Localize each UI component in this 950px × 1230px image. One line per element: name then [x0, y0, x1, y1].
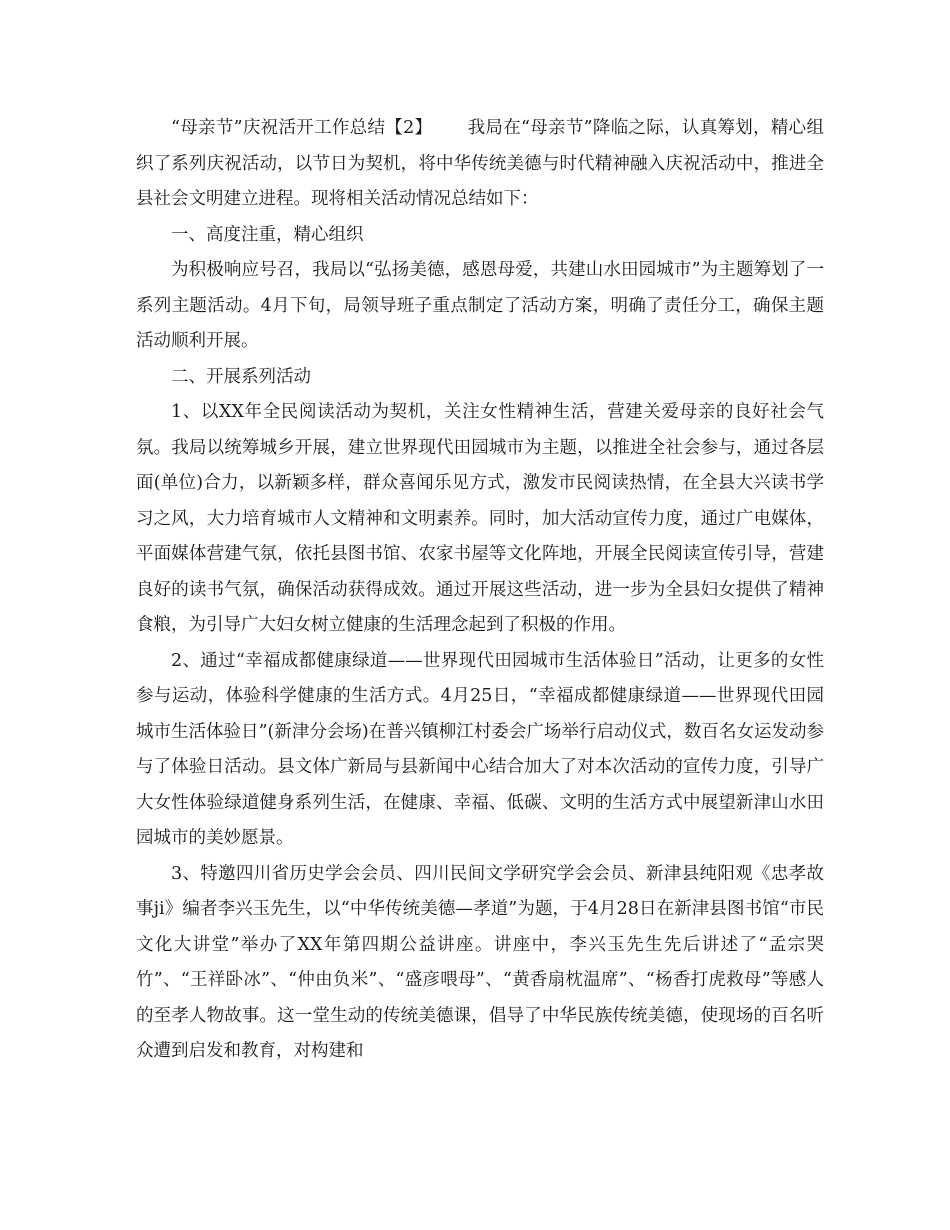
activity-item-2: 2、通过“幸福成都健康绿道——世界现代田园城市生活体验日”活动，让更多的女性参与运动，体验科学健康的生活方式。4月25日，“幸福成都健康绿道——世界现代田园城市生活体验日”(新津分会场)在普兴镇柳江村委会广场举行启动仪式，数百名女运发动参与了体验日活动。县文体广新局与县新闻中心结合加大了对本次活动的宣传力度，引导广大女性体验绿道健身系列生活，在健康、幸福、低碳、文明的生活方式中展望新津山水田园城市的美妙愿景。	[136, 650, 824, 848]
activity-item-1: 1、以XX年全民阅读活动为契机，关注女性精神生活，营建关爱母亲的良好社会气氛。我局以统筹城乡开展，建立世界现代田园城市为主题，以推进全社会参与，通过各层面(单位)合力，以新颖多样，群众喜闻乐见方式，激发市民阅读热情，在全县大兴读书学习之风，大力培育城市人文精神和文明素养。同时，加大活动宣传力度，通过广电媒体，平面媒体营建气氛，依托县图书馆、农家书屋等文化阵地，开展全民阅读宣传引导，营建良好的读书气氛，确保活动获得成效。通过开展这些活动，进一步为全县妇女提供了精神食粮，为引导广大妇女树立健康的生活理念起到了积极的作用。	[136, 402, 824, 635]
title-gap	[432, 118, 467, 138]
section1-body: 为积极响应号召，我局以“弘扬美德，感恩母爱，共建山水田园城市”为主题筹划了一系列主题活动。4月下旬，局领导班子重点制定了活动方案，明确了责任分工，确保主题活动顺利开展。	[136, 260, 824, 351]
section1-heading: 一、高度注重，精心组织	[171, 224, 364, 245]
document-title: “母亲节”庆祝活开工作总结【2】	[171, 118, 433, 138]
activity-item-3: 3、特邀四川省历史学会会员、四川民间文学研究学会会员、新津县纯阳观《忠孝故事ji》编者李兴玉先生，以“中华传统美德—孝道”为题，于4月28日在新津县图书馆“市民文化大讲堂”举办了XX年第四期公益讲座。讲座中，李兴玉先生先后讲述了“孟宗哭竹”、“王祥卧冰”、“仲由负米”、“盛彦喂母”、“黄香扇枕温席”、“杨香打虎救母”等感人的至孝人物故事。这一堂生动的传统美德课，倡导了中华民族传统美德，使现场的百名听众遭到启发和教育，对构建和	[136, 863, 824, 1061]
title-intro-paragraph	[136, 111, 824, 218]
section2-heading: 二、开展系列活动	[171, 366, 311, 387]
document-body	[136, 111, 824, 1070]
intro-text: 我局在“母亲节”降临之际，认真筹划，精心组织了系列庆祝活动，以节日为契机，将中华传统美德与时代精神融入庆祝活动中，推进全县社会文明建立进程。现将相关活动情况总结如下：	[136, 118, 824, 209]
